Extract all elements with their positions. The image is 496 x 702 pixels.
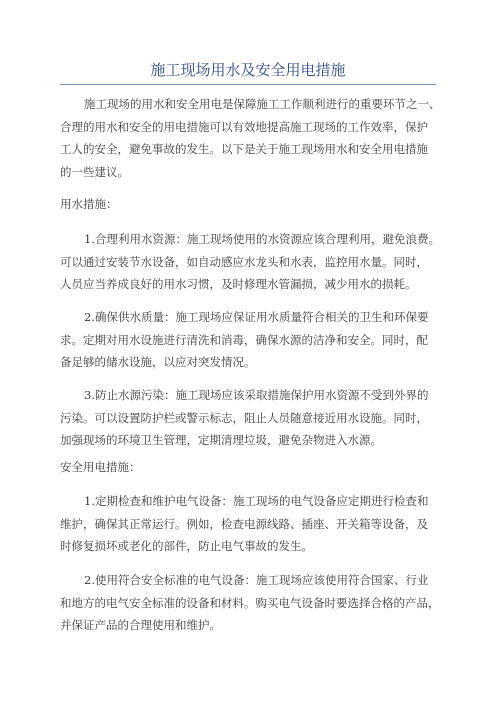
power-section-heading — [60, 456, 452, 479]
intro-paragraph — [60, 93, 452, 183]
intro-line: 工人的安全，避免事故的发生。以下是关于施工现场用水和安全用电措施 — [60, 142, 428, 156]
water-item-2 — [60, 306, 452, 374]
water-item-line: 3.防止水源污染：施工现场应该采取措施保护用水资源不受到外界的 — [84, 388, 429, 402]
intro-line: 合理的用水和安全的用电措施可以有效地提高施工现场的工作效率，保护 — [60, 119, 428, 134]
water-item-line: 2.确保供水质量：施工现场应保证用水质量符合相关的卫生和环保要 — [84, 310, 429, 324]
power-item-line: 1.定期检查和维护电气设备：施工现场的电气设备应定期进行检查和 — [84, 494, 429, 508]
power-item-line: 和地方的电气安全标准的设备和材料。购买电气设备时要选择合格的产品， — [60, 595, 440, 610]
intro-line: 施工现场的用水和安全用电是保障施工工作顺利进行的重要环节之一、 — [84, 97, 441, 111]
power-item-line: 并保证产品的合理使用和维护。 — [60, 618, 221, 632]
water-item-line: 污染。可以设置防护栏或警示标志，阻止人员随意接近用水设施。同时， — [60, 410, 428, 425]
intro-line: 的一些建议。 — [60, 164, 129, 179]
power-item-2 — [60, 569, 452, 637]
water-heading-text: 用水措施： — [60, 197, 118, 211]
water-item-1 — [60, 228, 452, 296]
title-underline — [60, 84, 436, 85]
water-item-line: 求。定期对用水设施进行清洗和消毒，确保水源的洁净和安全。同时，配 — [60, 332, 428, 347]
power-item-line: 维护，确保其正常运行。例如，检查电源线路、插座、开关箱等设备，及 — [60, 516, 428, 531]
water-item-line: 可以通过安装节水设备，如自动感应水龙头和水表，监控用水量。同时， — [60, 254, 428, 269]
water-item-line: 备足够的储水设施，以应对突发情况。 — [60, 355, 256, 369]
power-item-line: 2.使用符合安全标准的电气设备：施工现场应该使用符合国家、行业 — [84, 573, 429, 587]
power-item-1 — [60, 490, 452, 558]
document-title: 施工现场用水及安全用电措施 — [150, 61, 346, 79]
power-item-line: 时修复损坏或老化的部件，防止电气事故的发生。 — [60, 539, 313, 553]
water-section-heading — [60, 193, 452, 216]
water-item-line: 加强现场的环境卫生管理，定期清理垃圾，避免杂物进入水源。 — [60, 433, 382, 447]
water-item-line: 1.合理利用水资源：施工现场使用的水资源应该合理利用，避免浪费。 — [84, 232, 440, 246]
water-item-line: 人员应当养成良好的用水习惯，及时修理水管漏损，减少用水的损耗。 — [60, 277, 417, 291]
water-item-3 — [60, 384, 452, 452]
power-heading-text: 安全用电措施： — [60, 460, 141, 474]
